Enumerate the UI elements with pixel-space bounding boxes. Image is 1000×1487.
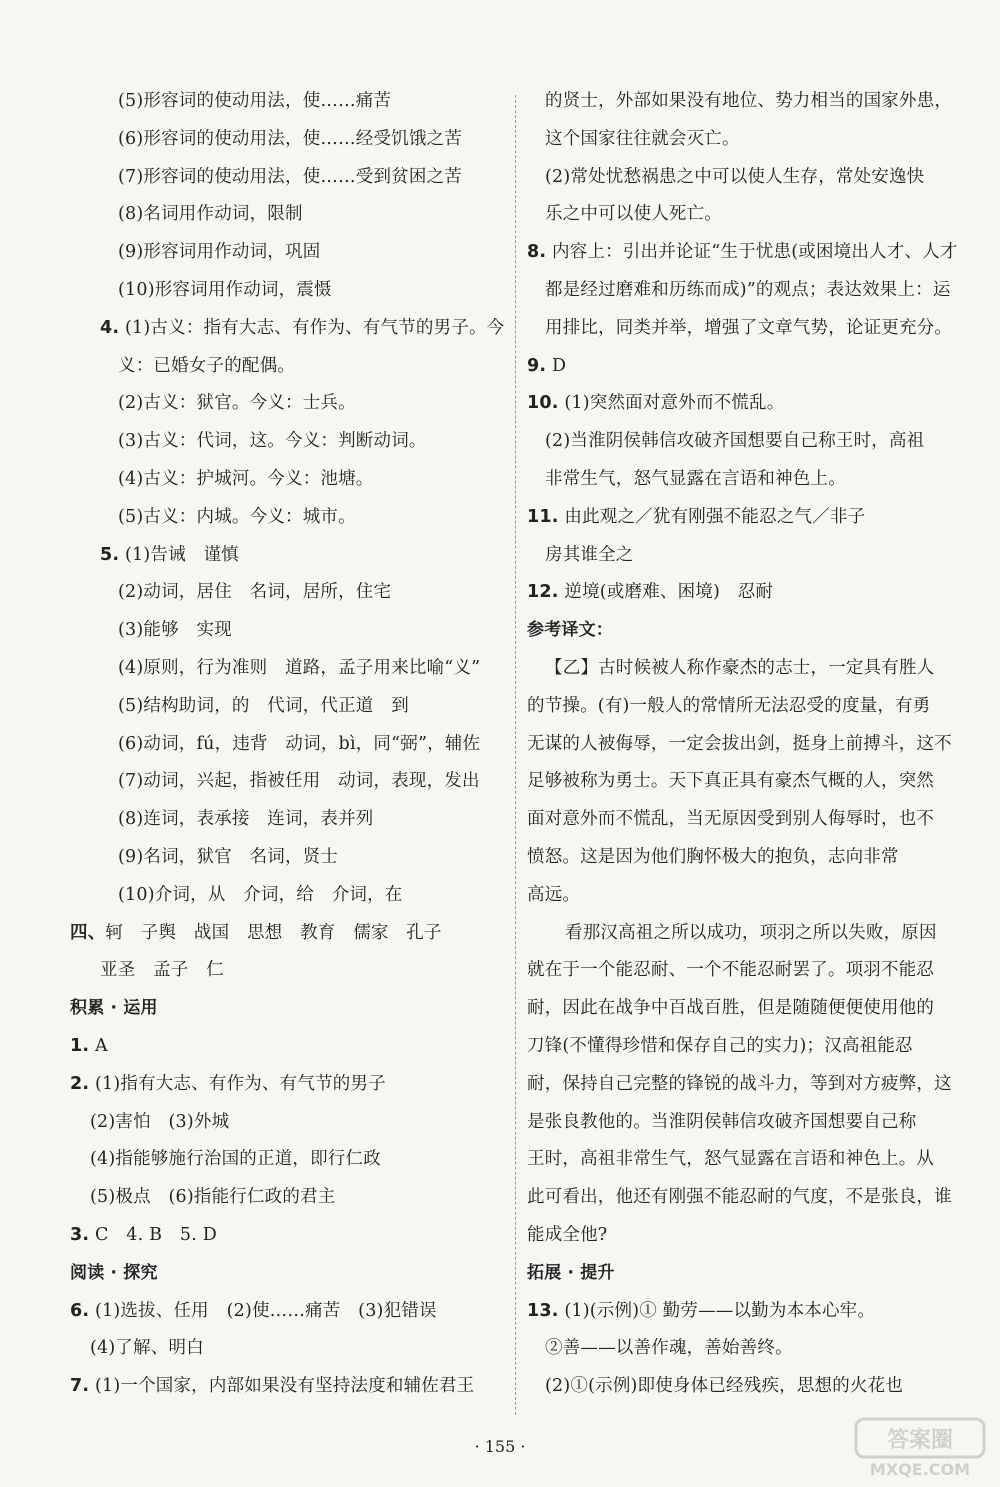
left-text-line: (7)动词，兴起，指被任用 动词，表现，发出 bbox=[118, 771, 480, 792]
left-text-line: 1. A bbox=[70, 1036, 108, 1056]
left-text-line: (4)指能够施行治国的正道，即行仁政 bbox=[90, 1149, 381, 1170]
left-text-line: 5. (1)告诫 谨慎 bbox=[100, 544, 239, 565]
right-text-line: 9. D bbox=[527, 355, 567, 376]
left-text-line: (9)形容词用作动词，巩固 bbox=[118, 242, 321, 263]
right-text-line: 8. 内容上：引出并论证“生于忧患(或困境出人才、人才 bbox=[527, 242, 958, 263]
left-text-line: 3. C 4. B 5. D bbox=[70, 1225, 217, 1245]
right-text-line: 乐之中可以使人死亡。 bbox=[545, 204, 722, 225]
left-text-line: 4. (1)古义：指有大志、有作为、有气节的男子。今 bbox=[100, 317, 505, 338]
left-text-line: (5)古义：内城。今义：城市。 bbox=[118, 506, 356, 527]
svg-text:MXQE.COM: MXQE.COM bbox=[869, 1460, 971, 1479]
right-text-line: 足够被称为勇士。天下真正具有豪杰气概的人，突然 bbox=[527, 771, 935, 792]
right-text-line: 王时，高祖非常生气，怒气显露在言语和神色上。从 bbox=[527, 1149, 935, 1170]
right-text-line: (2)当淮阴侯韩信攻破齐国想要自己称王时，高祖 bbox=[545, 431, 925, 452]
right-text-line: 无谋的人被侮辱，一定会拔出剑，挺身上前搏斗，这不 bbox=[527, 733, 952, 754]
right-text-line: 刀锋(不懂得珍惜和保存自己的实力)；汉高祖能忍 bbox=[527, 1036, 913, 1056]
left-text-line: (10)形容词用作动词，震慑 bbox=[118, 280, 332, 300]
left-text-line: (3)古义：代词，这。今义：判断动词。 bbox=[118, 431, 427, 452]
left-text-line: (2)动词，居住 名词，居所，住宅 bbox=[118, 582, 392, 603]
left-text-line: 义：已婚女子的配偶。 bbox=[118, 355, 295, 376]
section-heading: 拓展 · 提升 bbox=[527, 1262, 615, 1283]
left-text-line: (10)介词，从 介词，给 介词，在 bbox=[118, 884, 403, 905]
left-text-line: (2)古义：狱官。今义：士兵。 bbox=[118, 393, 356, 414]
left-text-line: 2. (1)指有大志、有作为、有气节的男子 bbox=[70, 1073, 386, 1094]
right-text-line: 这个国家往往就会灭亡。 bbox=[545, 128, 740, 149]
right-text-line: 是张良教他的。当淮阴侯韩信攻破齐国想要自己称 bbox=[527, 1111, 917, 1132]
right-text-line: 13. (1)(示例)① 勤劳——以勤为本本心牢。 bbox=[527, 1300, 876, 1321]
left-text-line: (2)害怕 (3)外城 bbox=[90, 1111, 230, 1132]
page-number: · 155 · bbox=[474, 1437, 526, 1456]
left-text-line: (6)形容词的使动用法，使……经受饥饿之苦 bbox=[118, 128, 462, 149]
right-text-line: 愤怒。这是因为他们胸怀极大的抱负，志向非常 bbox=[527, 847, 899, 867]
right-text-line: 用排比，同类并举，增强了文章气势，论证更充分。 bbox=[545, 317, 953, 338]
right-text-line: 耐，因此在战争中百战百胜，但是随随便便使用他的 bbox=[527, 998, 935, 1019]
right-text-line: 都是经过磨难和历练而成)”的观点；表达效果上：运 bbox=[545, 280, 951, 300]
left-text-line: (5)形容词的使动用法，使……痛苦 bbox=[118, 91, 392, 111]
right-text-line: (2)①(示例)即使身体已经残疾，思想的火花也 bbox=[545, 1376, 904, 1397]
right-text-line: 看那汉高祖之所以成功，项羽之所以失败，原因 bbox=[565, 922, 937, 943]
right-text-line: 11. 由此观之／犹有刚强不能忍之气／非子 bbox=[527, 506, 866, 527]
right-text-line: 的贤士，外部如果没有地位、势力相当的国家外患， bbox=[545, 91, 953, 111]
right-text-line: 非常生气，怒气显露在言语和神色上。 bbox=[545, 469, 846, 489]
left-text-line: (8)连词，表承接 连词，表并列 bbox=[118, 809, 374, 830]
left-text-line: (4)原则，行为准则 道路，孟子用来比喻“义” bbox=[118, 658, 481, 678]
svg-text:答案圈: 答案圈 bbox=[886, 1428, 954, 1453]
left-text-line: (5)极点 (6)指能行仁政的君主 bbox=[90, 1187, 336, 1208]
section-heading: 积累 · 运用 bbox=[70, 998, 158, 1019]
left-text-line: (6)动词，fú，违背 动词，bì，同“弼”，辅佐 bbox=[118, 733, 481, 754]
column-divider bbox=[515, 95, 516, 1415]
right-text-line: 耐，保持自己完整的锋锐的战斗力，等到对方疲弊，这 bbox=[527, 1073, 952, 1094]
right-text-line: 房其谁全之 bbox=[545, 544, 634, 565]
section-heading: 阅读 · 探究 bbox=[70, 1262, 158, 1283]
watermark-logo bbox=[850, 1415, 990, 1480]
left-text-line: (7)形容词的使动用法，使……受到贫困之苦 bbox=[118, 166, 462, 187]
right-text-line: 【乙】古时候被人称作豪杰的志士，一定具有胜人 bbox=[545, 658, 935, 678]
left-text-line: 6. (1)选拔、任用 (2)使……痛苦 (3)犯错误 bbox=[70, 1300, 437, 1321]
right-text-line: 就在于一个能忍耐、一个不能忍耐罢了。项羽不能忍 bbox=[527, 960, 935, 981]
left-text-line: 7. (1)一个国家，内部如果没有坚持法度和辅佐君王 bbox=[70, 1376, 475, 1397]
right-text-line: 高远。 bbox=[527, 884, 581, 905]
left-text-line: (8)名词用作动词，限制 bbox=[118, 204, 303, 225]
left-text-line: 亚圣 孟子 仁 bbox=[100, 960, 224, 981]
left-text-line: 四、轲 子舆 战国 思想 教育 儒家 孔子 bbox=[70, 922, 442, 943]
right-text-line: ②善——以善作魂，善始善终。 bbox=[545, 1338, 793, 1359]
section-heading: 参考译文： bbox=[527, 620, 613, 641]
left-text-line: (5)结构助词，的 代词，代正道 到 bbox=[118, 695, 409, 716]
left-text-line: (4)了解、明白 bbox=[90, 1338, 204, 1359]
right-text-line: 12. 逆境(或磨难、困境) 忍耐 bbox=[527, 582, 774, 603]
right-text-line: (2)常处忧愁祸患之中可以使人生存，常处安逸快 bbox=[545, 166, 925, 187]
left-text-line: (4)古义：护城河。今义：池塘。 bbox=[118, 469, 374, 489]
right-text-line: 能成全他? bbox=[527, 1225, 608, 1245]
right-text-line: 面对意外而不慌乱，当无原因受到别人侮辱时，也不 bbox=[527, 809, 935, 830]
right-text-line: 此可看出，他还有刚强不能忍耐的气度，不是张良，谁 bbox=[527, 1187, 952, 1208]
right-text-line: 10. (1)突然面对意外而不慌乱。 bbox=[527, 393, 785, 414]
right-text-line: 的节操。(有)一般人的常情所无法忍受的度量，有勇 bbox=[527, 695, 931, 716]
left-text-line: (3)能够 实现 bbox=[118, 620, 232, 641]
left-text-line: (9)名词，狱官 名词，贤士 bbox=[118, 847, 339, 867]
